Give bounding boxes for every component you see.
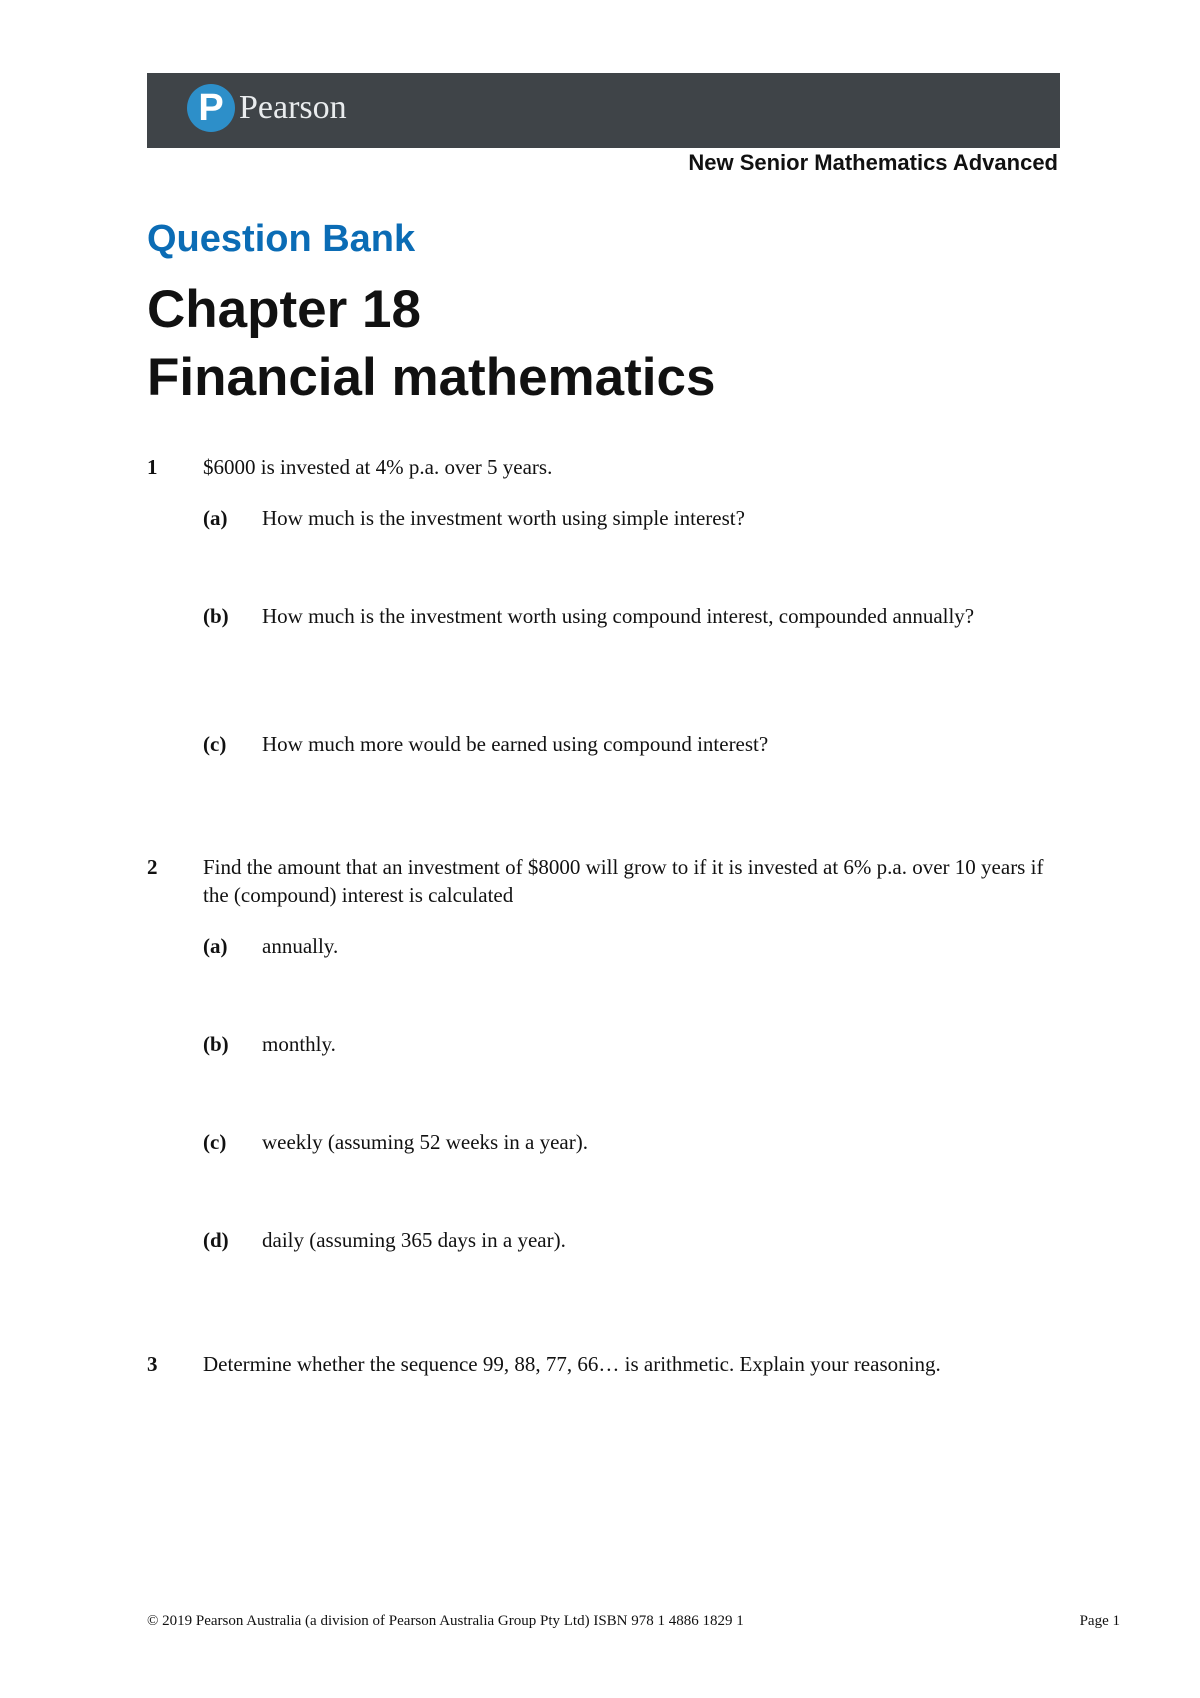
part-label: (a)	[203, 506, 228, 530]
part-text: How much is the investment worth using simple interest?	[262, 506, 745, 530]
publisher-banner	[147, 73, 1060, 148]
publisher-name: Pearson	[239, 89, 347, 126]
part-label: (b)	[203, 604, 229, 628]
part-text: weekly (assuming 52 weeks in a year).	[262, 1130, 588, 1154]
page-number: Page 1	[1079, 1613, 1120, 1629]
question-text: Find the amount that an investment of $8000 will grow to if it is invested at 6% p.a. over 10 years if the (compound) interest is calculated	[203, 855, 1044, 907]
part-text: monthly.	[262, 1032, 336, 1056]
pearson-logo-icon: P	[187, 84, 235, 132]
chapter-number: Chapter 18	[147, 280, 421, 339]
question-bank-heading: Question Bank	[147, 218, 416, 260]
part-text: annually.	[262, 934, 339, 958]
chapter-name: Financial mathematics	[147, 348, 716, 407]
series-title: New Senior Mathematics Advanced	[688, 150, 1058, 175]
question-number: 3	[147, 1352, 158, 1376]
question-text: $6000 is invested at 4% p.a. over 5 years.	[203, 455, 553, 479]
part-label: (d)	[203, 1228, 229, 1252]
part-label: (c)	[203, 1130, 227, 1154]
copyright-footer: © 2019 Pearson Australia (a division of Pearson Australia Group Pty Ltd) ISBN 978 1 4886 1829 1	[147, 1613, 744, 1629]
part-label: (b)	[203, 1032, 229, 1056]
question-number: 2	[147, 855, 158, 879]
part-text: How much more would be earned using compound interest?	[262, 732, 769, 756]
part-label: (a)	[203, 934, 228, 958]
question-number: 1	[147, 455, 158, 479]
part-label: (c)	[203, 732, 227, 756]
part-text: How much is the investment worth using compound interest, compounded annually?	[262, 604, 975, 628]
chapter-title	[147, 276, 715, 412]
question-text: Determine whether the sequence 99, 88, 77, 66… is arithmetic. Explain your reasoning.	[203, 1352, 941, 1376]
part-text: daily (assuming 365 days in a year).	[262, 1228, 566, 1252]
